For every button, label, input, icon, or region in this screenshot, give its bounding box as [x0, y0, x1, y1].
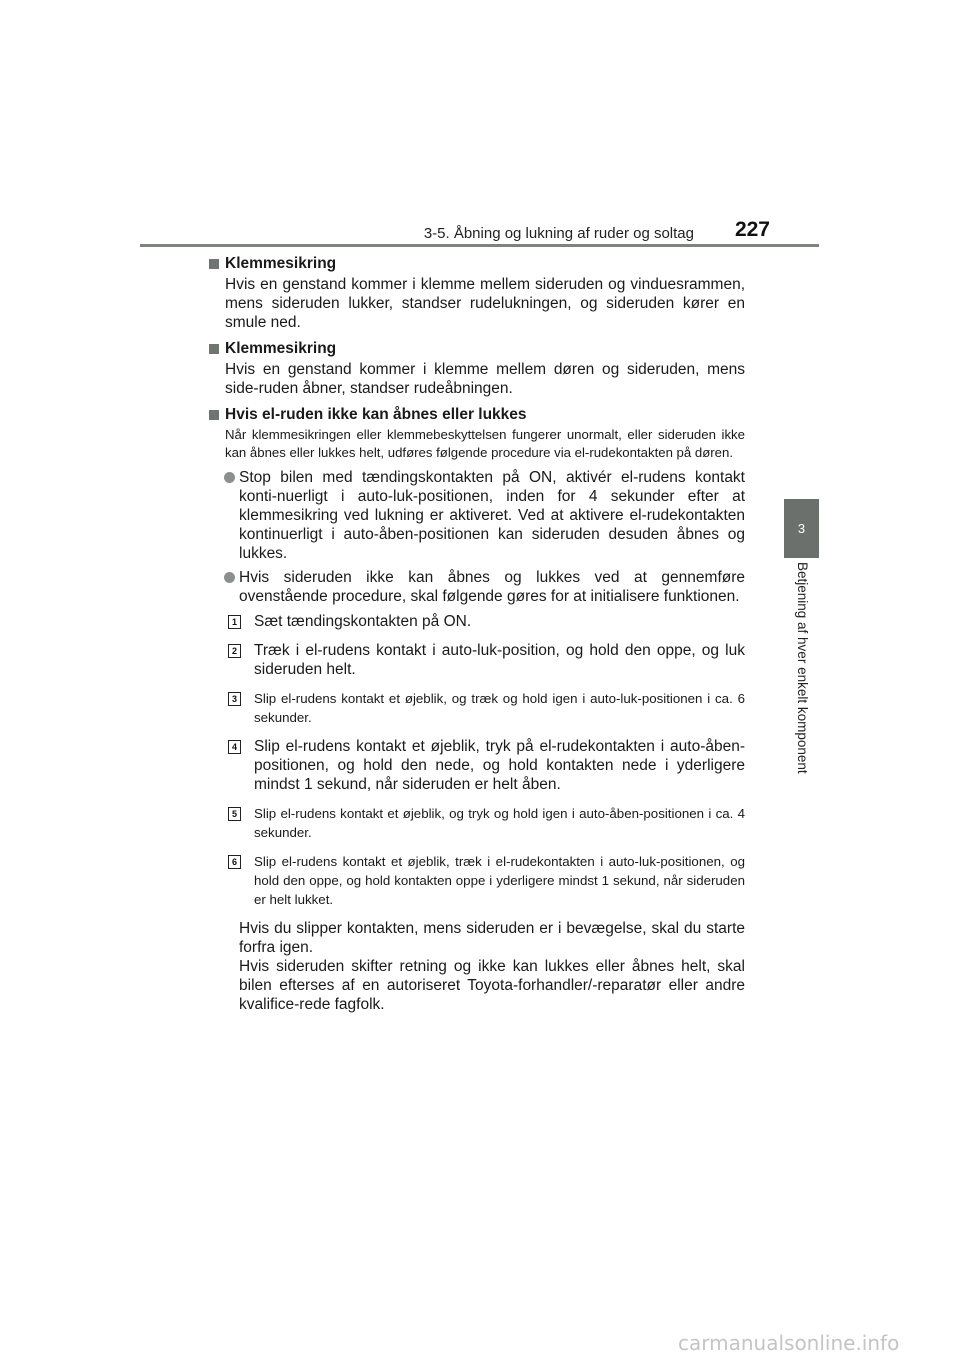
bullet-dot-icon: [224, 572, 235, 583]
header-rule: [140, 244, 819, 247]
square-marker-icon: [209, 259, 219, 269]
procedure-step: [209, 852, 745, 909]
section-text: Når klemmesikringen eller klemmebeskyttelsen fungerer unormalt, eller sideruden ikke kan åbnes eller lukkes helt, udføres følgende procedure via el-rudekontakten på døren.: [225, 427, 745, 460]
step-number: 6: [228, 855, 241, 869]
step-number: 5: [228, 807, 241, 821]
section-heading: [209, 254, 745, 274]
closing-note: [209, 919, 745, 1014]
list-item-text: Stop bilen med tændingskontakten på ON, aktivér el-rudens kontakt konti-nuerligt i auto-luk-positionen, inden for 4 sekunder efter at klemmesikring ved lukning er aktiveret. Ved at aktivere el-rudekontakten kontinuerligt i auto-åben-positionen kan sideruden desuden åbnes og lukkes.: [239, 469, 745, 562]
section-title: 3-5. Åbning og lukning af ruder og soltag: [423, 225, 694, 242]
step-text: Slip el-rudens kontakt et øjeblik, og tryk og hold igen i auto-åben-positionen i ca. 4 sekunder.: [254, 806, 745, 840]
procedure-step: [209, 689, 745, 727]
closing-text: Hvis sideruden skifter retning og ikke kan lukkes eller åbnes helt, skal bilen efterses af en autoriseret Toyota-forhandler/-reparatør eller andre kvalifice-rede fagfolk.: [239, 958, 745, 1013]
section-text: Hvis en genstand kommer i klemme mellem sideruden og vinduesrammen, mens sideruden lukker, standser rudelukningen, og sideruden kører en smule ned.: [225, 276, 745, 331]
procedure-step: [209, 804, 745, 842]
list-item-text: Hvis sideruden ikke kan åbnes og lukkes ved at gennemføre ovenstående procedure, skal følgende gøres for at initialisere funktionen.: [239, 569, 745, 605]
chapter-label: Betjening af hver enkelt komponent: [795, 562, 810, 774]
step-number: 1: [228, 615, 241, 629]
procedure-step: [209, 612, 745, 631]
section-heading-label: Klemmesikring: [225, 340, 337, 357]
list-item: [209, 468, 745, 563]
step-text: Træk i el-rudens kontakt i auto-luk-position, og hold den oppe, og luk sideruden helt.: [254, 642, 745, 678]
closing-text: Hvis du slipper kontakten, mens sideruden er i bevægelse, skal du starte forfra igen.: [239, 920, 745, 956]
section-heading-label: Hvis el-ruden ikke kan åbnes eller lukkes: [225, 406, 527, 423]
main-content: [209, 254, 745, 1014]
step-text: Slip el-rudens kontakt et øjeblik, og træk og hold igen i auto-luk-positionen i ca. 6 sekunder.: [254, 691, 745, 725]
watermark: carmanualsonline.info: [678, 1331, 900, 1355]
square-marker-icon: [209, 344, 219, 354]
section-heading-label: Klemmesikring: [225, 255, 337, 272]
list-item: [209, 568, 745, 606]
section-heading: [209, 405, 745, 425]
step-text: Slip el-rudens kontakt et øjeblik, træk i el-rudekontakten i auto-luk-positionen, og hold den oppe, og hold kontakten oppe i yderligere mindst 1 sekund, når sideruden er helt lukket.: [254, 854, 745, 907]
page-header: [140, 210, 780, 246]
step-number: 4: [228, 740, 241, 754]
chapter-tab: 3: [784, 499, 819, 558]
bullet-dot-icon: [224, 472, 235, 483]
page-number: 227: [734, 218, 770, 241]
step-text: Slip el-rudens kontakt et øjeblik, tryk på el-rudekontakten i auto-åben-positionen, og hold den nede, og hold kontakten nede i yderligere mindst 1 sekund, når sideruden er helt åben.: [254, 738, 745, 793]
step-number: 2: [228, 644, 241, 658]
section-heading: [209, 339, 745, 359]
procedure-step: [209, 737, 745, 794]
section-text: Hvis en genstand kommer i klemme mellem døren og sideruden, mens side-ruden åbner, standser rudeåbningen.: [225, 361, 745, 397]
step-text: Sæt tændingskontakten på ON.: [254, 613, 472, 630]
step-number: 3: [228, 692, 241, 706]
square-marker-icon: [209, 410, 219, 420]
procedure-step: [209, 641, 745, 679]
